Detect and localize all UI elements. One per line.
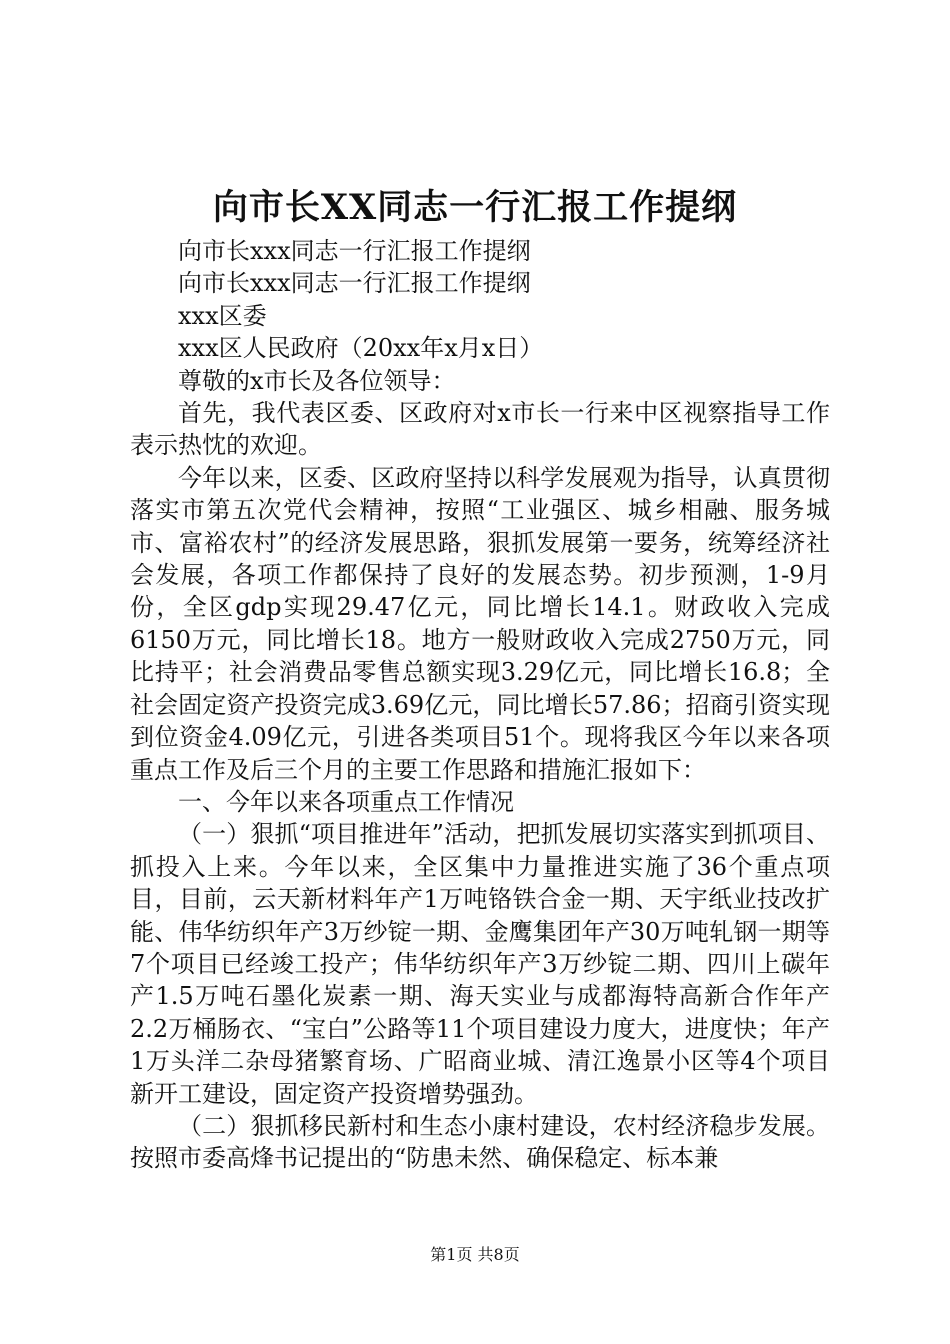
body-paragraph: （一）狠抓“项目推进年”活动，把抓发展切实落实到抓项目、抓投入上来。今年以来，全区集中力量推进实施了36个重点项目，目前，云天新材料年产1万吨铬铁合金一期、天宇纸业技改扩能、伟华纺织年产3万纱锭一期、金鹰集团年产30万吨轧钢一期等7个项目已经竣工投产；伟华纺织年产3万纱锭二期、四川上碳年产1.5万吨石墨化炭素一期、海天实业与成都海特高新合作年产2.2万桶肠衣、“宝白”公路等11个项目建设力度大，进度快；年产1万头洋二杂母猪繁育场、广昭商业城、清江逸景小区等4个项目新开工建设，固定资产投资增势强劲。 <box>130 820 830 1108</box>
salutation: 尊敬的x市长及各位领导： <box>178 366 456 395</box>
document-body <box>130 235 830 1175</box>
body-paragraph: 今年以来，区委、区政府坚持以科学发展观为指导，认真贯彻落实市第五次党代会精神，按照“工业强区、城乡相融、服务城市、富裕农村”的经济发展思路，狠抓发展第一要务，统筹经济社会发展，各项工作都保持了良好的发展态势。初步预测，1-9月份，全区gdp实现29.47亿元，同比增长14.1。财政收入完成6150万元，同比增长18。地方一般财政收入完成2750万元，同比持平；社会消费品零售总额实现3.29亿元，同比增长16.8；全社会固定资产投资完成3.69亿元，同比增长57.86；招商引资实现到位资金4.09亿元，引进各类项目51个。现将我区今年以来各项重点工作及后三个月的主要工作思路和措施汇报如下： <box>130 463 830 784</box>
body-paragraph: 首先，我代表区委、区政府对x市长一行来中区视察指导工作表示热忱的欢迎。 <box>130 399 830 460</box>
page-footer: 第1页 共8页 <box>430 1245 520 1264</box>
issuer-line: xxx区委 <box>178 301 267 330</box>
subtitle-line: 向市长xxx同志一行汇报工作提纲 <box>178 269 531 298</box>
section-heading: 一、今年以来各项重点工作情况 <box>178 787 514 816</box>
body-paragraph: （二）狠抓移民新村和生态小康村建设，农村经济稳步发展。按照市委高烽书记提出的“防患未然、确保稳定、标本兼 <box>130 1111 830 1173</box>
document-title: 向市长XX同志一行汇报工作提纲 <box>212 187 738 228</box>
issuer-date-line: xxx区人民政府（20xx年x月x日） <box>178 334 544 363</box>
subtitle-line: 向市长xxx同志一行汇报工作提纲 <box>178 237 531 265</box>
